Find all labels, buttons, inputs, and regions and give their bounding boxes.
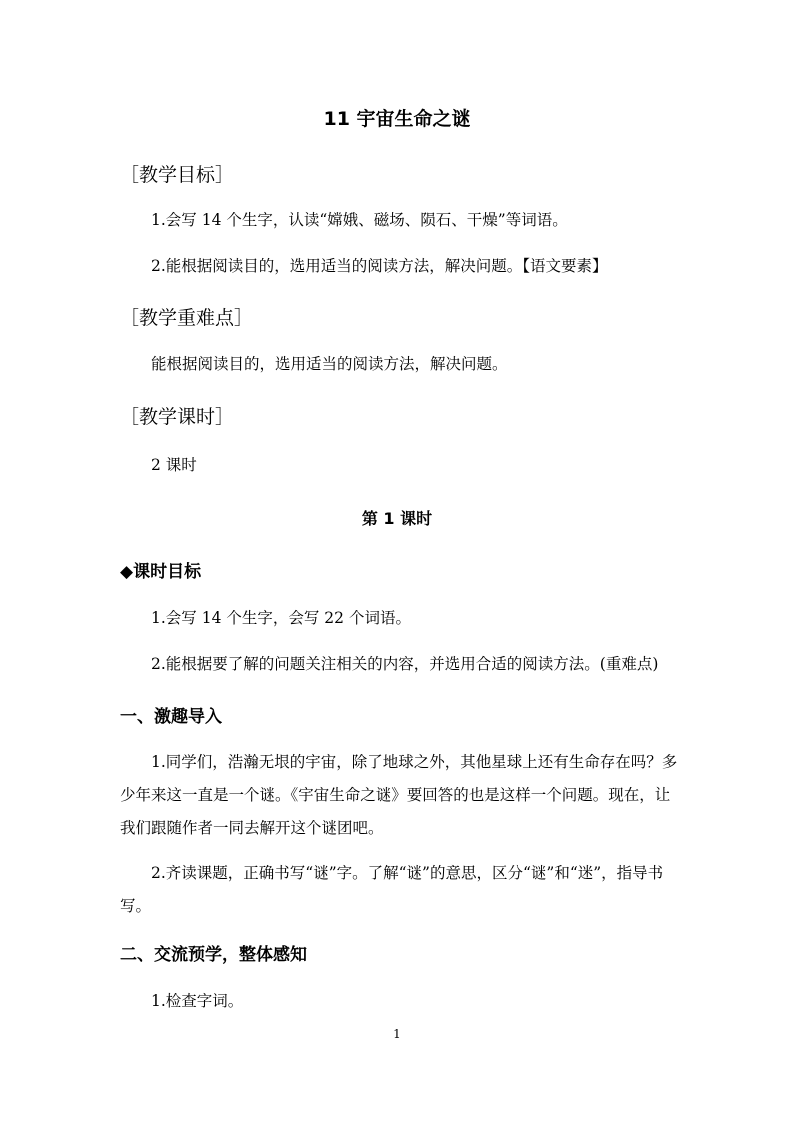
part2-heading: 二、交流预学，整体感知	[120, 945, 307, 965]
part1-paragraph-1: 1.同学们，浩瀚无垠的宇宙，除了地球之外，其他星球上还有生命存在吗？多少年来这一直是一个谜。《宇宙生命之谜》要回答的也是这样一个问题。现在，让我们跟随作者一同去解开这个谜团吧。	[120, 753, 678, 837]
page-number: 1	[393, 1027, 401, 1041]
difficulty-text: 能根据阅读目的，选用适当的阅读方法，解决问题。	[151, 355, 508, 373]
lesson-title: 第 1 课时	[361, 509, 433, 528]
lesson-goal-item-1: 1.会写 14 个生字，会写 22 个词语。	[151, 609, 411, 627]
lesson-goal-item-2: 2.能根据要了解的问题关注相关的内容，并选用合适的阅读方法。(重难点)	[151, 655, 659, 673]
part1-paragraph-2: 2.齐读课题，正确书写“谜”字。了解“谜”的意思，区分“谜”和“迷”，指导书写。	[120, 864, 664, 915]
part2-paragraph-1: 1.检查字词。	[151, 992, 244, 1010]
goal-item-2: 2.能根据阅读目的，选用适当的阅读方法，解决问题。【语文要素】	[151, 257, 608, 275]
goal-item-1: 1.会写 14 个生字，认读“嫦娥、磁场、陨石、干燥”等词语。	[151, 211, 568, 229]
part1-heading: 一、激趣导入	[120, 707, 222, 727]
section-heading-goals: ［教学目标］	[120, 164, 235, 186]
lesson-goals-heading: ◆课时目标	[120, 562, 202, 582]
document-title: 11 宇宙生命之谜	[323, 108, 471, 130]
section-heading-period: ［教学课时］	[120, 406, 235, 428]
period-text: 2 课时	[151, 456, 197, 474]
section-heading-difficulty: ［教学重难点］	[120, 307, 254, 329]
